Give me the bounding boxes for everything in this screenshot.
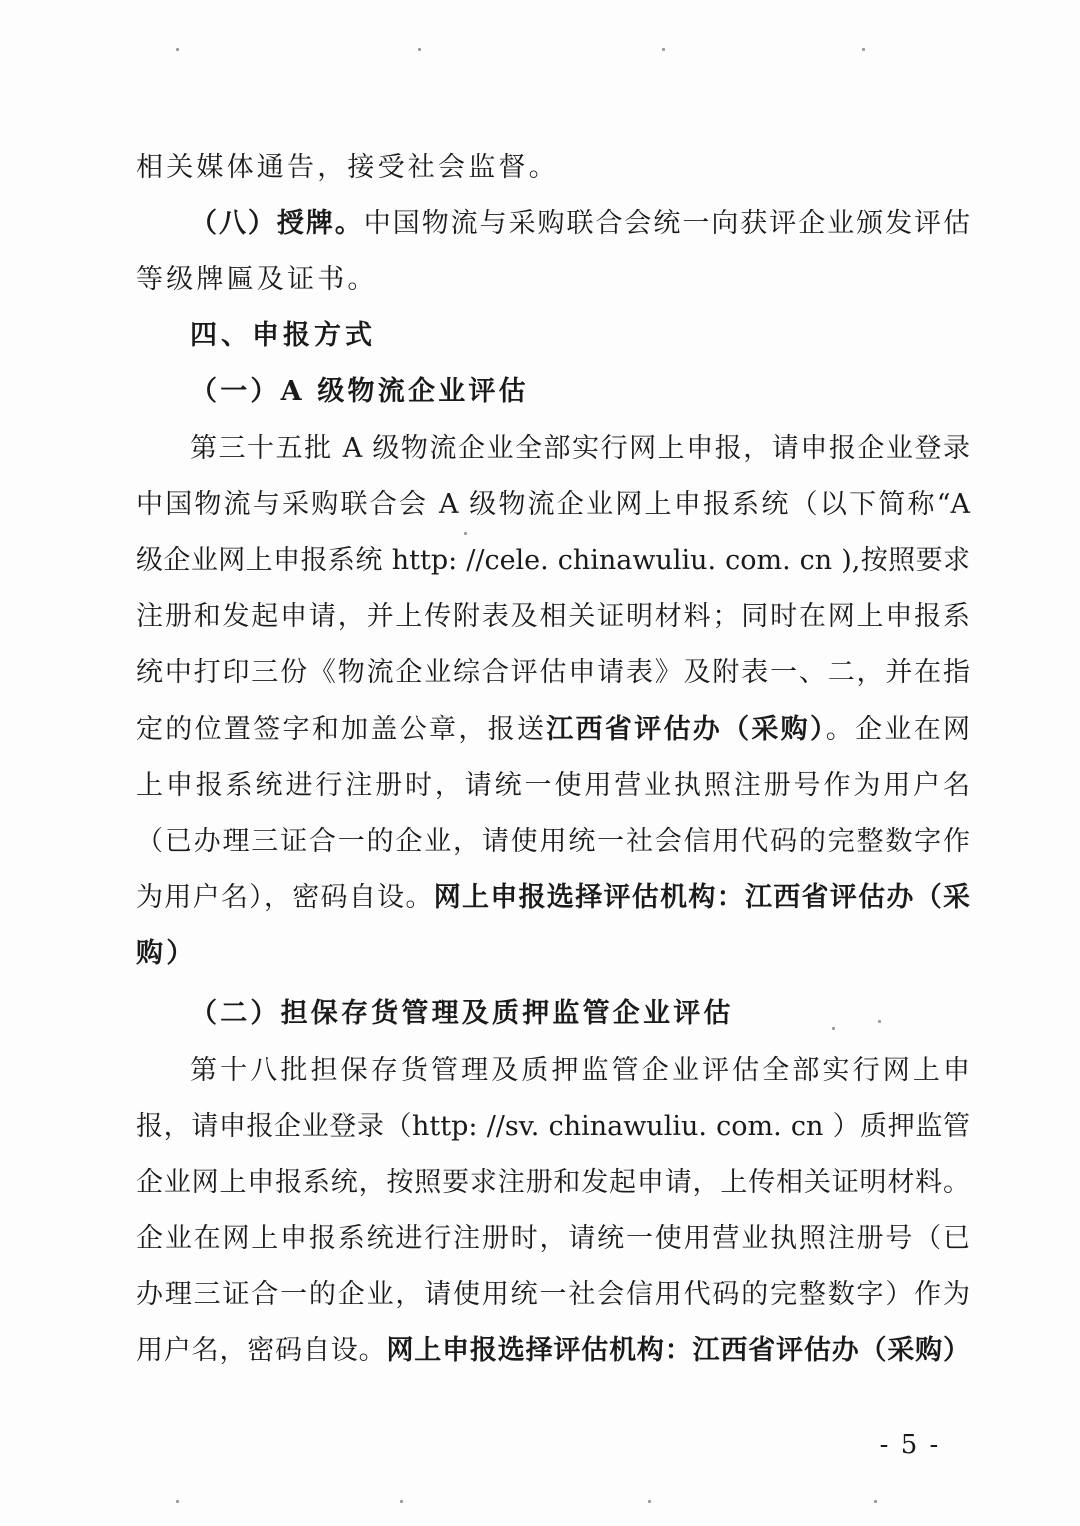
subsection-heading	[190, 994, 970, 1034]
scan-speck	[662, 48, 665, 51]
scan-speck	[464, 532, 467, 535]
scan-speck	[862, 48, 865, 51]
paragraph-line	[136, 1275, 970, 1315]
paragraph-line	[136, 822, 970, 862]
paragraph-line	[190, 429, 970, 469]
line-text: 第十八批担保存货管理及质押监管企业评估全部实行网上申	[190, 1055, 970, 1086]
line-text: 报，请申报企业登录（http: //sv. chinawuliu. com. cn ）质押监管	[136, 1111, 970, 1142]
line-text: 中国物流与采购联合会 A 级物流企业网上申报系统（以下简称“A	[136, 489, 970, 520]
subsection-heading-text: （一）A 级物流企业评估	[190, 376, 529, 407]
paragraph-line	[136, 1331, 970, 1371]
bold-org-name: 江西省评估办（采购）	[546, 714, 826, 745]
scan-speck	[832, 1027, 835, 1030]
paragraph-line	[136, 1107, 970, 1147]
line-text: 用户名，密码自设。	[136, 1335, 387, 1366]
line-text: 中国物流与采购联合会统一向获评企业颁发评估	[363, 208, 971, 239]
line-text: 统中打印三份《物流企业综合评估申请表》及附表一、二，并在指	[136, 657, 970, 688]
line-text: 企业在网上申报系统进行注册时，请统一使用营业执照注册号（已	[136, 1223, 970, 1254]
line-text: 。企业在网	[825, 714, 971, 745]
paragraph-line	[190, 1051, 970, 1091]
paragraph-line	[136, 653, 970, 693]
bold-org-name: 网上申报选择评估机构：江西省评估办（采购）	[386, 1335, 971, 1366]
paragraph-line	[190, 204, 970, 244]
line-text: 第三十五批 A 级物流企业全部实行网上申报，请申报企业登录	[190, 433, 970, 464]
paragraph-line	[136, 148, 970, 188]
paragraph-line	[136, 934, 970, 974]
line-text: 相关媒体通告，接受社会监督。	[136, 152, 559, 183]
subsection-heading-text: （二）担保存货管理及质押监管企业评估	[190, 998, 734, 1029]
paragraph-line	[136, 597, 970, 637]
line-text: 等级牌匾及证书。	[136, 264, 378, 295]
section-heading-text: 四、申报方式	[190, 320, 376, 351]
paragraph-line	[136, 710, 970, 750]
line-text: （已办理三证合一的企业，请使用统一社会信用代码的完整数字作	[136, 826, 970, 857]
line-text: 上申报系统进行注册时，请统一使用营业执照注册号作为用户名	[136, 770, 970, 801]
line-text: 企业网上申报系统，按照要求注册和发起申请，上传相关证明材料。	[136, 1167, 970, 1198]
line-text: 注册和发起申请，并上传附表及相关证明材料；同时在网上申报系	[136, 601, 970, 632]
scan-speck	[400, 1500, 403, 1503]
scan-speck	[418, 48, 421, 51]
scan-speck	[874, 1500, 877, 1503]
scan-speck	[648, 1500, 651, 1503]
paragraph-line	[136, 485, 970, 525]
bold-org-name: 网上申报选择评估机构：江西省评估办（采	[433, 882, 971, 913]
scan-speck	[176, 1500, 179, 1503]
section-heading	[190, 316, 970, 356]
line-text: 办理三证合一的企业，请使用统一社会信用代码的完整数字）作为	[136, 1279, 970, 1310]
paragraph-line	[136, 878, 970, 918]
subsection-heading	[190, 372, 970, 412]
line-text: 为用户名），密码自设。	[136, 882, 434, 913]
heading-authorization: （八）授牌。	[190, 208, 364, 239]
paragraph-line	[136, 1219, 970, 1259]
line-text: 定的位置签字和加盖公章，报送	[136, 714, 547, 745]
line-text: 级企业网上申报系统 http: //cele. chinawuliu. com. cn ),按照要求	[136, 545, 970, 576]
paragraph-line	[136, 541, 970, 581]
page-number: - 5 -	[879, 1430, 941, 1460]
scan-speck	[878, 1020, 881, 1023]
scan-speck	[176, 48, 179, 51]
paragraph-line	[136, 1163, 970, 1203]
line-text: 购）	[136, 938, 197, 969]
paragraph-line	[136, 766, 970, 806]
paragraph-line	[136, 260, 970, 300]
